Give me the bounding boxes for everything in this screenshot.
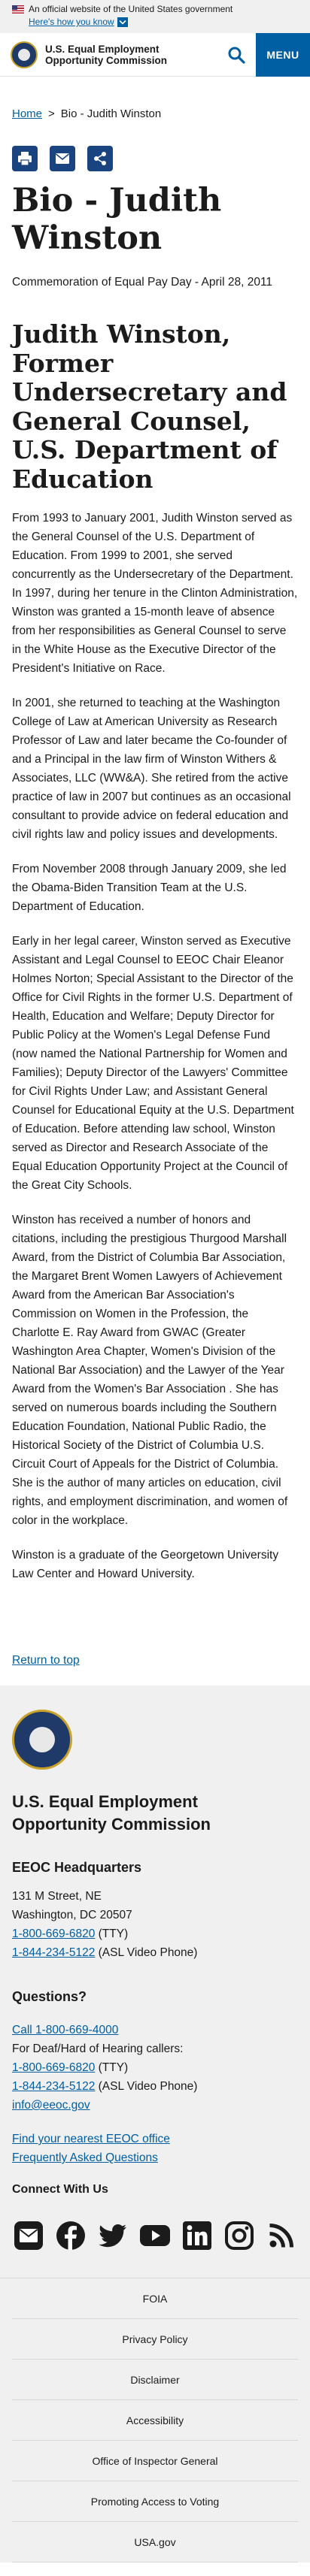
find-office-link[interactable]: Find your nearest EEOC office (12, 2133, 170, 2145)
linkedin-link[interactable] (180, 2218, 214, 2252)
eeoc-seal-logo[interactable] (11, 41, 38, 68)
how-you-know-toggle[interactable] (29, 16, 298, 29)
us-flag-icon (12, 5, 24, 14)
instagram-icon[interactable] (223, 2220, 255, 2251)
bio-paragraph: Winston has received a number of honors and citations, including the prestigious Thurgood Marshall Award, from the District of Columbia Bar Association, the Margaret Brent Women Lawyers of Achievement Award from the American Bar Association's Commission on Women in the Profession, the Charlotte E. Ray Award from GWAC (Greater Washington Area Chapter, Women's Division of the National Bar Association) and the Lawyer of the Year Award from the Women's Bar Association . She has served on numerous boards including the Southern Education Foundation, National Public Radio, the Historical Society of the District of Columbia U.S. Circuit Court of Appeals for the District of Columbia. She is the author of many articles on education, civil rights, and employment discrimination, and women of color in the workplace. (12, 1214, 288, 1527)
footer-agency-line1: U.S. Equal Employment (12, 1792, 198, 1811)
breadcrumb-current: Bio - Judith Winston (60, 107, 162, 120)
envelope-icon[interactable] (54, 150, 71, 167)
chevron-down-icon[interactable] (117, 17, 128, 27)
address-line1: 131 M Street, NE (12, 1890, 102, 1903)
social-share-button[interactable] (87, 146, 113, 171)
page-subtitle: Commemoration of Equal Pay Day - April 28, 2011 (12, 276, 273, 289)
footer-link-voting[interactable]: Promoting Access to Voting (12, 2481, 298, 2522)
page-title: Bio - Judith Winston (12, 182, 222, 257)
rss-link[interactable] (264, 2218, 298, 2252)
address-line2: Washington, DC 20507 (12, 1909, 132, 1921)
call-phone-link[interactable]: Call 1-800-669-4000 (12, 2024, 119, 2036)
tty-phone-link[interactable]: 1-800-669-6820 (12, 2061, 96, 2074)
share-icon[interactable] (92, 150, 108, 167)
rss-icon[interactable] (266, 2220, 297, 2251)
agency-name-line2[interactable]: Opportunity Commission (45, 54, 167, 66)
social-links (12, 2218, 298, 2278)
breadcrumb-home-link[interactable]: Home (12, 107, 43, 120)
bio-paragraph: From 1993 to January 2001, Judith Winston served as the General Counsel of the U.S. Department of Education. From 1999 to 2001, she served concurrently as the Undersecretary of the Department. In 1997, during her tenure in the Clinton Administration, Winston was granted a 15-month leave of absence from her responsibilities as General Counsel to serve in the White House as the Executive Director of the President's Initiative on Race. (12, 512, 298, 675)
envelope-icon[interactable] (13, 2220, 44, 2251)
bio-paragraph: Winston is a graduate of the Georgetown University Law Center and Howard University. (12, 1549, 279, 1580)
footer-link-inspector-general[interactable]: Office of Inspector General (12, 2441, 298, 2481)
hq-address (12, 1887, 298, 1962)
youtube-link[interactable] (138, 2218, 172, 2252)
twitter-link[interactable] (96, 2218, 130, 2252)
hq-heading: EEOC Headquarters (12, 1860, 142, 1875)
footer-link-privacy[interactable]: Privacy Policy (12, 2319, 298, 2360)
main-content (0, 77, 310, 1667)
print-icon[interactable] (17, 150, 33, 167)
article-body (12, 509, 298, 1583)
bio-paragraph: From November 2008 through January 2009, she led the Obama-Biden Transition Team at the U.S. Department of Education. (12, 863, 287, 913)
article-title: Judith Winston, Former Undersecretary and General Counsel, U.S. Department of Education (12, 319, 287, 494)
breadcrumb (12, 77, 298, 122)
search-icon[interactable] (227, 46, 245, 64)
how-you-know-label[interactable]: Here's how you know (29, 17, 114, 27)
hq-tty-phone-link[interactable]: 1-800-669-6820 (12, 1927, 96, 1940)
return-to-top-link[interactable]: Return to top (12, 1654, 80, 1667)
email-link[interactable]: info@eeoc.gov (12, 2099, 90, 2112)
facebook-link[interactable] (54, 2218, 88, 2252)
agency-name-link[interactable] (45, 44, 196, 66)
faq-link[interactable]: Frequently Asked Questions (12, 2151, 158, 2164)
hq-tty-suffix: (TTY) (95, 1927, 129, 1940)
gov-banner (0, 0, 310, 33)
connect-heading: Connect With Us (12, 2183, 108, 2196)
footer-agency-line2: Opportunity Commission (12, 1815, 211, 1834)
menu-button[interactable]: MENU (256, 33, 310, 77)
footer-agency-name (12, 1791, 298, 1836)
asl-phone-link[interactable]: 1-844-234-5122 (12, 2080, 96, 2093)
breadcrumb-separator: > (48, 107, 55, 120)
questions-heading: Questions? (12, 1989, 87, 2004)
instagram-link[interactable] (222, 2218, 256, 2252)
footer-link-foia[interactable]: FOIA (12, 2278, 298, 2319)
site-header (0, 33, 310, 77)
footer-eeoc-seal-logo[interactable] (12, 1710, 72, 1770)
footer-help-links (12, 2130, 298, 2167)
facebook-icon[interactable] (55, 2220, 87, 2251)
linkedin-icon[interactable] (181, 2220, 213, 2251)
bio-paragraph: Early in her legal career, Winston served as Executive Assistant and Legal Counsel to EEOC Chair Eleanor Holmes Norton; Special Assistant to the Director of the Office for Civil Rights in the former U.S. Department of Health, Education and Welfare; Deputy Director for Public Policy at the Women's Legal Defense Fund (now named the National Partnership for Women and Families); Deputy Director of the Lawyers' Committee for Civil Rights Under Law; and Assistant General Counsel for Educational Equity at the U.S. Department of Education. Before attending law school, Winston served as Director and Research Associate of the Equal Education Opportunity Project at the Council of the Great City Schools. (12, 935, 294, 1192)
site-footer (0, 1686, 310, 2562)
footer-link-accessibility[interactable]: Accessibility (12, 2400, 298, 2441)
bio-paragraph: In 2001, she returned to teaching at the Washington College of Law at American University as Research Professor of Law and later became the Co-founder of and a Principal in the law firm of Winston Withers & Associates, LLC (WW&A). She retired from the active practice of law in 2007 but continues as an occasional consultant to provide advice on federal education and civil rights law and policy issues and developments. (12, 697, 291, 841)
agency-name-line1[interactable]: U.S. Equal Employment (45, 43, 160, 55)
hq-asl-phone-link[interactable]: 1-844-234-5122 (12, 1946, 96, 1959)
footer-nav (0, 2278, 310, 2562)
tty-suffix: (TTY) (95, 2061, 129, 2074)
email-share-button[interactable] (50, 146, 75, 171)
footer-link-disclaimer[interactable]: Disclaimer (12, 2360, 298, 2400)
hq-asl-suffix: (ASL Video Phone) (95, 1946, 198, 1959)
email-social-link[interactable] (12, 2218, 46, 2252)
search-button[interactable] (217, 33, 256, 77)
asl-suffix: (ASL Video Phone) (95, 2080, 198, 2093)
deaf-callers-label: For Deaf/Hard of Hearing callers: (12, 2042, 184, 2055)
footer-link-usagov[interactable]: USA.gov (12, 2522, 298, 2562)
questions-contact (12, 2021, 298, 2115)
twitter-icon[interactable] (97, 2220, 129, 2251)
share-tools (12, 146, 298, 171)
youtube-icon[interactable] (139, 2220, 171, 2251)
gov-banner-text: An official website of the United States government (29, 4, 233, 14)
print-button[interactable] (12, 146, 38, 171)
